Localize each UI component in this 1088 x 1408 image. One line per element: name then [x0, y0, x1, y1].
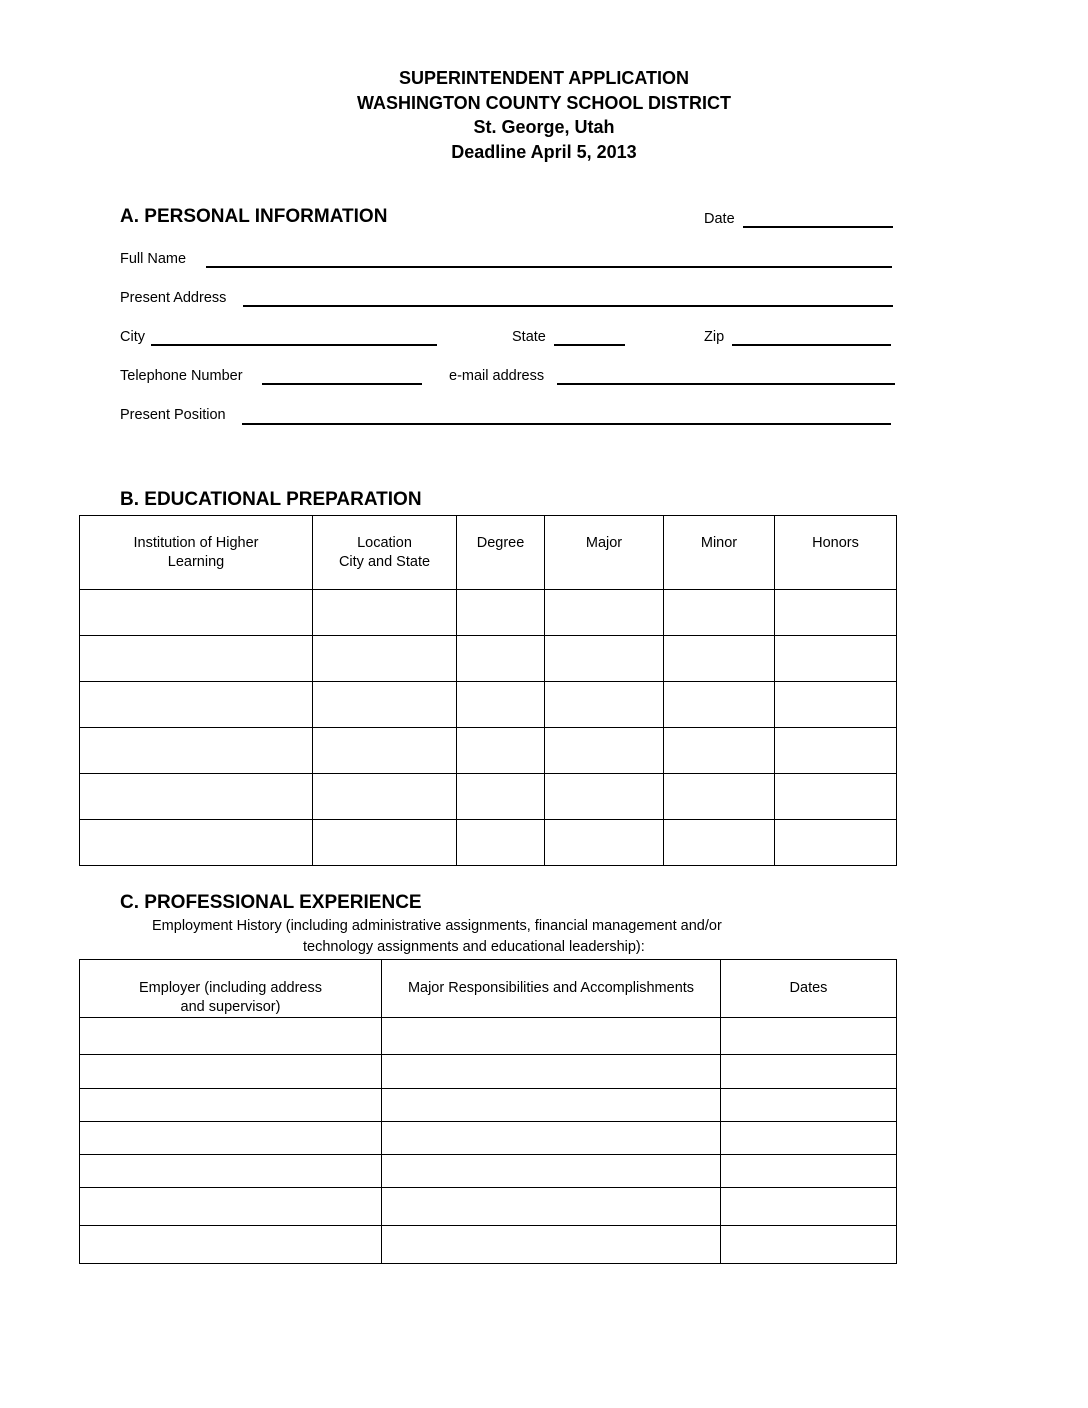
table-row [80, 636, 897, 682]
table-cell[interactable] [721, 1226, 897, 1264]
table-row [80, 728, 897, 774]
table-cell[interactable] [313, 682, 457, 728]
table-row [80, 774, 897, 820]
document-header [0, 66, 1088, 164]
full-name-field[interactable] [206, 266, 892, 268]
state-label: State [512, 329, 546, 345]
table-cell[interactable] [775, 590, 897, 636]
table-cell[interactable] [664, 636, 775, 682]
table-cell[interactable] [313, 636, 457, 682]
table-row [80, 590, 897, 636]
table-cell[interactable] [382, 1089, 721, 1122]
table-cell[interactable] [382, 1018, 721, 1055]
date-field[interactable] [743, 226, 893, 228]
city-field[interactable] [151, 344, 437, 346]
table-cell[interactable] [80, 1188, 382, 1226]
honors-header: Honors [775, 516, 897, 590]
table-row [80, 820, 897, 866]
table-row [80, 1226, 897, 1264]
table-cell[interactable] [382, 1226, 721, 1264]
table-cell[interactable] [80, 820, 313, 866]
table-cell[interactable] [382, 1188, 721, 1226]
table-cell[interactable] [313, 774, 457, 820]
table-cell[interactable] [664, 590, 775, 636]
present-address-field[interactable] [243, 305, 893, 307]
table-cell[interactable] [80, 636, 313, 682]
table-cell[interactable] [545, 636, 664, 682]
table-cell[interactable] [313, 820, 457, 866]
institution-header: Institution of Higher Learning [80, 516, 313, 590]
table-cell[interactable] [721, 1188, 897, 1226]
experience-header-row [80, 960, 897, 1018]
table-cell[interactable] [80, 728, 313, 774]
education-table [79, 515, 897, 866]
table-cell[interactable] [80, 1122, 382, 1155]
table-cell[interactable] [721, 1122, 897, 1155]
email-field[interactable] [557, 383, 895, 385]
table-cell[interactable] [775, 682, 897, 728]
table-cell[interactable] [313, 728, 457, 774]
table-cell[interactable] [775, 820, 897, 866]
table-cell[interactable] [545, 774, 664, 820]
table-cell[interactable] [721, 1089, 897, 1122]
table-cell[interactable] [313, 590, 457, 636]
email-label: e-mail address [449, 368, 545, 384]
telephone-field[interactable] [262, 383, 422, 385]
degree-header: Degree [457, 516, 545, 590]
major-header: Major [545, 516, 664, 590]
city-label: City [120, 329, 145, 345]
table-cell[interactable] [382, 1122, 721, 1155]
date-label: Date [704, 211, 735, 227]
table-cell[interactable] [545, 682, 664, 728]
table-row [80, 1089, 897, 1122]
education-header-row [80, 516, 897, 590]
table-cell[interactable] [382, 1055, 721, 1089]
table-cell[interactable] [457, 682, 545, 728]
header-district: WASHINGTON COUNTY SCHOOL DISTRICT [356, 92, 732, 113]
section-b-title: B. EDUCATIONAL PREPARATION [120, 489, 422, 510]
table-row [80, 682, 897, 728]
table-row [80, 1155, 897, 1188]
table-cell[interactable] [775, 636, 897, 682]
present-position-label: Present Position [120, 407, 226, 423]
header-location: St. George, Utah [473, 117, 615, 137]
table-cell[interactable] [457, 636, 545, 682]
table-cell[interactable] [382, 1155, 721, 1188]
table-cell[interactable] [80, 1089, 382, 1122]
table-cell[interactable] [545, 820, 664, 866]
table-cell[interactable] [80, 1155, 382, 1188]
table-cell[interactable] [457, 728, 545, 774]
employer-header: Employer (including address and supervisor) [80, 960, 382, 1018]
table-cell[interactable] [457, 774, 545, 820]
table-cell[interactable] [80, 590, 313, 636]
table-row [80, 1122, 897, 1155]
minor-header: Minor [664, 516, 775, 590]
table-cell[interactable] [721, 1055, 897, 1089]
table-cell[interactable] [80, 774, 313, 820]
table-cell[interactable] [721, 1018, 897, 1055]
table-cell[interactable] [457, 820, 545, 866]
location-header: Location City and State [313, 516, 457, 590]
present-position-field[interactable] [242, 423, 891, 425]
table-cell[interactable] [545, 590, 664, 636]
table-row [80, 1055, 897, 1089]
present-address-label: Present Address [120, 290, 227, 306]
table-cell[interactable] [775, 774, 897, 820]
section-a-title: A. PERSONAL INFORMATION [120, 206, 388, 227]
table-row [80, 1188, 897, 1226]
table-cell[interactable] [664, 682, 775, 728]
telephone-label: Telephone Number [120, 368, 243, 384]
table-cell[interactable] [80, 1018, 382, 1055]
section-c-title: C. PROFESSIONAL EXPERIENCE [120, 892, 422, 913]
header-title: SUPERINTENDENT APPLICATION [398, 68, 689, 88]
experience-table [79, 959, 897, 1264]
table-cell[interactable] [80, 1055, 382, 1089]
table-row [80, 1018, 897, 1055]
table-cell[interactable] [457, 590, 545, 636]
zip-field[interactable] [732, 344, 891, 346]
state-field[interactable] [554, 344, 625, 346]
table-cell[interactable] [80, 1226, 382, 1264]
table-cell[interactable] [545, 728, 664, 774]
table-cell[interactable] [664, 820, 775, 866]
employment-note-line2: technology assignments and educational leadership): [303, 939, 645, 955]
table-cell[interactable] [664, 774, 775, 820]
dates-header: Dates [721, 960, 897, 1018]
table-cell[interactable] [80, 682, 313, 728]
table-cell[interactable] [721, 1155, 897, 1188]
table-cell[interactable] [775, 728, 897, 774]
table-cell[interactable] [664, 728, 775, 774]
responsibilities-header: Major Responsibilities and Accomplishments [382, 960, 721, 1018]
zip-label: Zip [704, 329, 725, 345]
full-name-label: Full Name [120, 251, 187, 267]
header-deadline: Deadline April 5, 2013 [451, 141, 637, 162]
employment-note-line1: Employment History (including administrative assignments, financial management and/or [152, 918, 722, 934]
